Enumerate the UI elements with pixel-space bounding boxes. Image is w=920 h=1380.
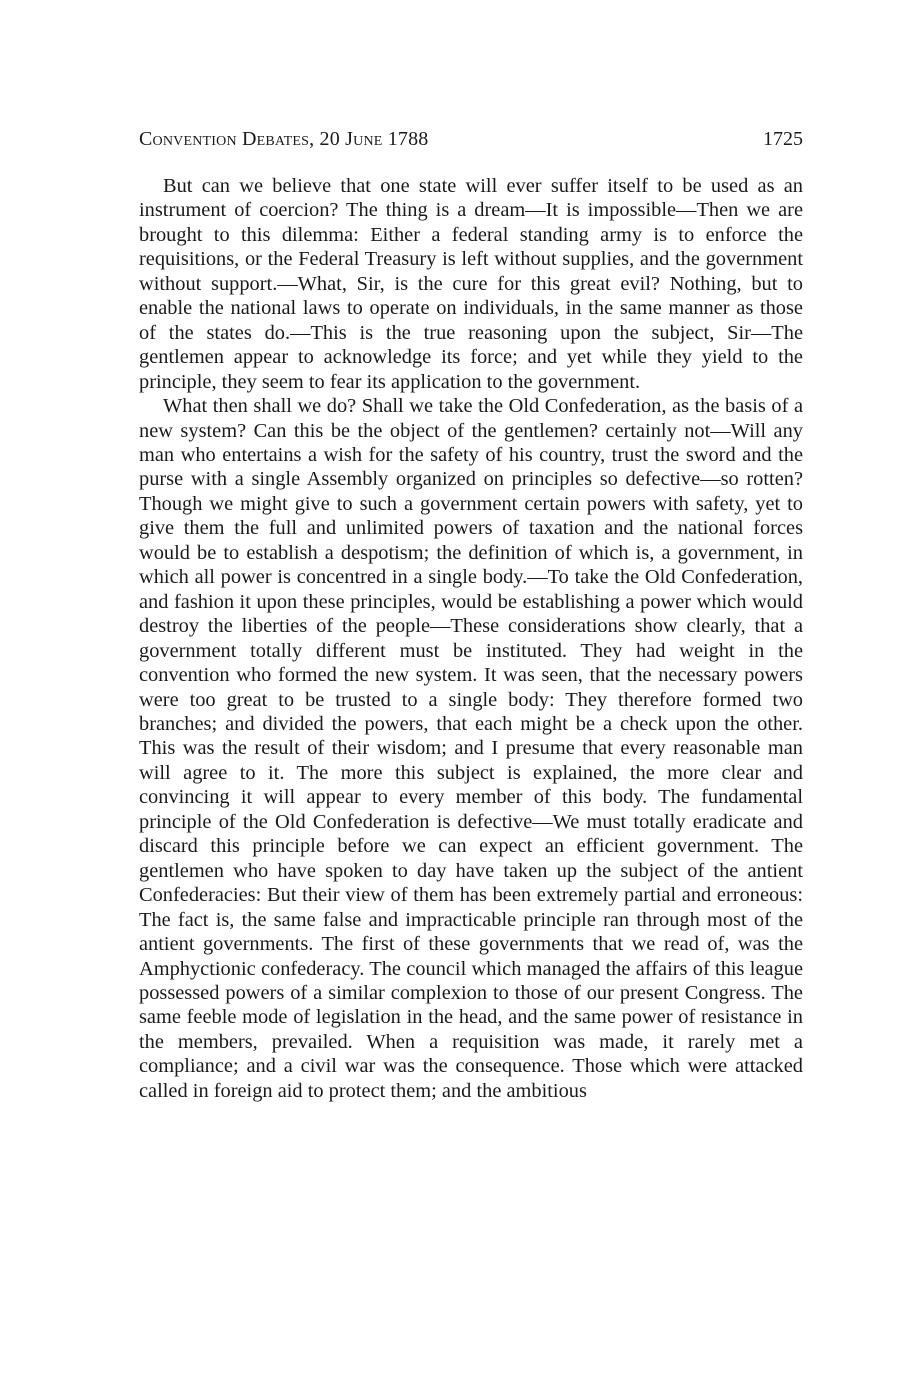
body-text bbox=[139, 174, 803, 1103]
page-number: 1725 bbox=[763, 128, 803, 150]
running-head: Convention Debates, 20 June 1788 bbox=[139, 128, 429, 150]
paragraph: But can we believe that one state will ever suffer itself to be used as an instrument of coercion? The thing is a dream—It is impossible—Then we are brought to this dilemma: Either a federal standing army is to enforce the requisitions, or the Federal Treasury is left without supplies, and the government without support.—What, Sir, is the cure for this great evil? Nothing, but to enable the national laws to operate on individuals, in the same manner as those of the states do.—This is the true reasoning upon the subject, Sir—The gentlemen appear to acknowledge its force; and yet while they yield to the principle, they seem to fear its application to the government. bbox=[139, 175, 803, 393]
paragraph: What then shall we do? Shall we take the Old Confederation, as the basis of a new system? Can this be the object of the gentlemen? certainly not—Will any man who entertains a wish for the safety of his country, trust the sword and the purse with a single Assembly organized on principles so defective—so rotten? Though we might give to such a government certain powers with safety, yet to give them the full and unlimited powers of taxation and the national forces would be to establish a despotism; the definition of which is, a government, in which all power is concentred in a single body.—To take the Old Confederation, and fashion it upon these principles, would be establishing a power which would destroy the liberties of the people—These considerations show clearly, that a government totally different must be instituted. They had weight in the convention who formed the new system. It was seen, that the necessary powers were too great to be trusted to a single body: They therefore formed two branches; and divided the powers, that each might be a check upon the other. This was the result of their wisdom; and I presume that every reasonable man will agree to it. The more this subject is explained, the more clear and convincing it will appear to every member of this body. The fundamental principle of the Old Confederation is defective—We must totally eradicate and discard this principle before we can expect an efficient government. The gentlemen who have spoken to day have taken up the subject of the antient Confederacies: But their view of them has been extremely partial and erroneous: The fact is, the same false and impracticable principle ran through most of the antient governments. The first of these governments that we read of, was the Amphyctionic confederacy. The council which managed the affairs of this league possessed powers of a similar complexion to those of our present Congress. The same feeble mode of legislation in the head, and the same power of resistance in the members, prevailed. When a requisition was made, it rarely met a compliance; and a civil war was the consequence. Those which were attacked called in foreign aid to protect them; and the ambitious bbox=[139, 395, 803, 1102]
page-header bbox=[139, 126, 803, 152]
